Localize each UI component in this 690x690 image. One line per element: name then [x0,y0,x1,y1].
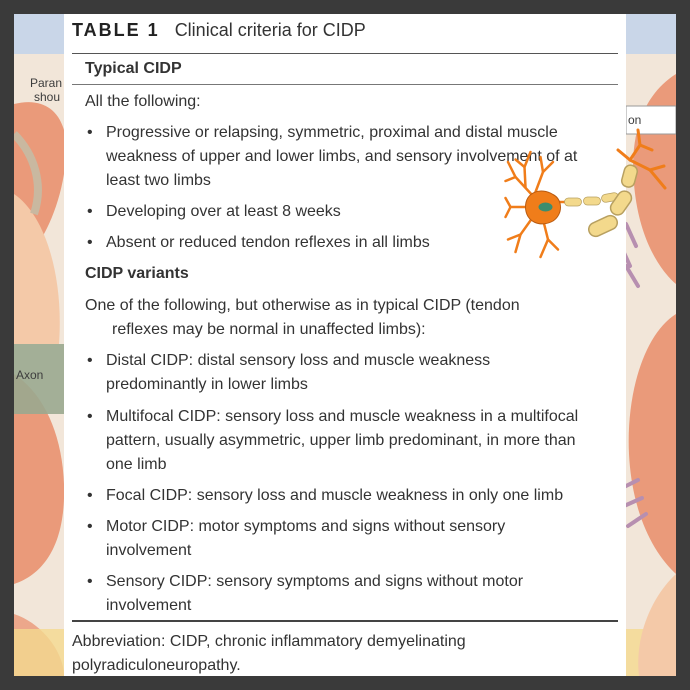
top-rule [72,53,618,54]
list-item: • Focal CIDP: sensory loss and muscle weakness in only one limb [106,484,606,508]
table-header [72,20,366,44]
list-item: • Developing over at least 8 weeks [106,200,606,224]
list-item: • Motor CIDP: motor symptoms and signs without sensory involvement [106,515,556,563]
section-heading-variants: CIDP variants [85,265,189,282]
list-item: • Distal CIDP: distal sensory loss and muscle weakness predominantly in lower limbs [106,349,526,397]
list-item: • Absent or reduced tendon reflexes in all limbs [106,231,606,255]
bottom-rule [72,620,618,622]
list-item: • Sensory CIDP: sensory symptoms and signs without motor involvement [106,570,566,618]
table-title: Clinical criteria for CIDP [174,20,366,40]
neuron-icon [448,132,626,292]
list-item: • Progressive or relapsing, symmetric, proximal and distal muscle weakness of upper and lower limbs, and sensory involvement of at least two limbs [106,121,596,193]
table-number: TABLE 1 [72,20,160,40]
bg-label-shou: shou [34,90,61,104]
bg-label-axon: Axon [16,368,44,382]
table-card [64,14,626,676]
variants-intro-line2: reflexes may be normal in unaffected limbs): [112,321,426,338]
table-footnote: Abbreviation: CIDP, chronic inflammatory demyelinating polyradiculoneuropathy. [72,633,466,674]
bg-label-on: on [628,113,642,127]
list-item: • Multifocal CIDP: sensory loss and muscle weakness in a multifocal pattern, usually asymmetric, upper limb predominant, in more than one limb [106,405,602,477]
bg-label-paran: Paran [30,76,63,90]
typical-intro: All the following: [85,93,201,110]
section-heading-typical: Typical CIDP [85,60,182,77]
variants-intro-line1: One of the following, but otherwise as in typical CIDP (tendon [85,297,520,314]
section-rule [72,84,618,85]
